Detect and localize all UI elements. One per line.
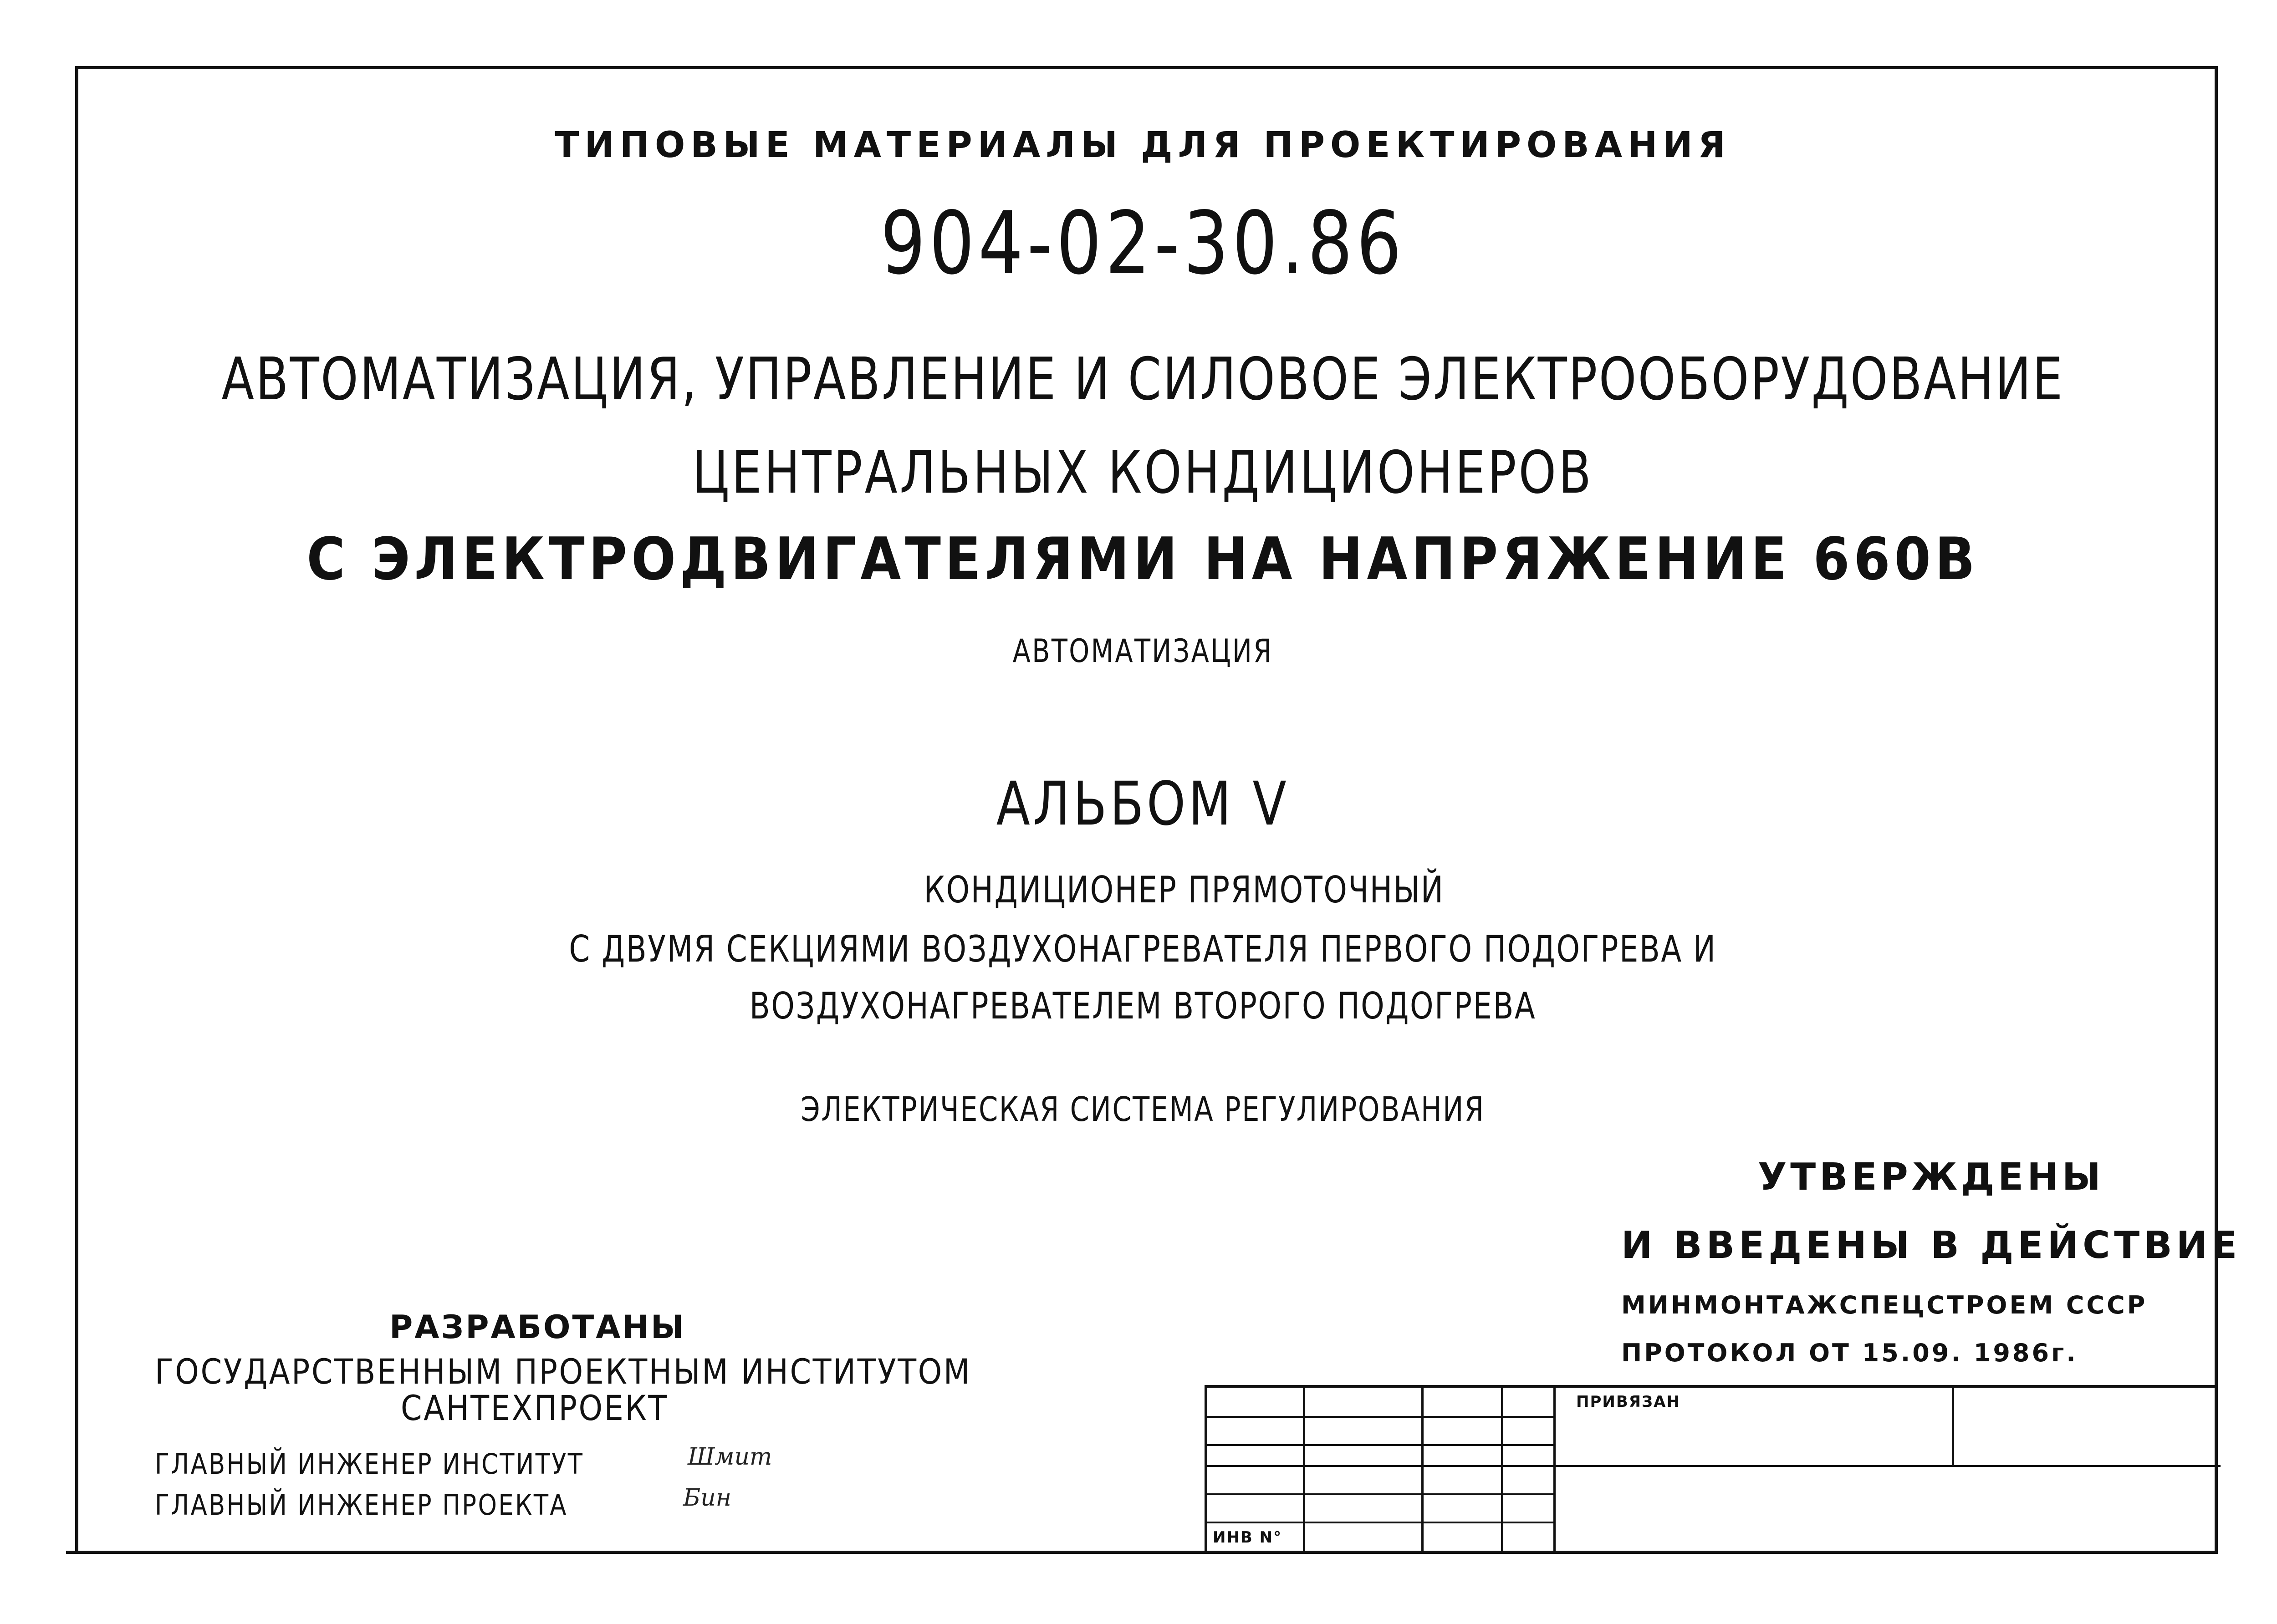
series-line: ТИПОВЫЕ МАТЕРИАЛЫ ДЛЯ ПРОЕКТИРОВАНИЯ xyxy=(555,125,1731,166)
developer-institute: ГОСУДАРСТВЕННЫМ ПРОЕКТНЫМ ИНСТИТУТОМ xyxy=(155,1351,972,1392)
stamp-tied-label: ПРИВЯЗАН xyxy=(1576,1393,1680,1411)
title-line-1: АВТОМАТИЗАЦИЯ, УПРАВЛЕНИЕ И СИЛОВОЕ ЭЛЕКТРООБОРУДОВАНИЕ xyxy=(221,346,2064,413)
stamp-row-line xyxy=(1207,1444,1553,1446)
stamp-col-line xyxy=(1553,1388,1556,1553)
stamp-row-line xyxy=(1207,1493,1553,1495)
approving-organization: МИНМОНТАЖСПЕЦСТРОЕМ СССР xyxy=(1621,1291,2148,1319)
album-desc-3: ВОЗДУХОНАГРЕВАТЕЛЕМ ВТОРОГО ПОДОГРЕВА xyxy=(749,985,1537,1027)
approved-line-1: УТВЕРЖДЕНЫ xyxy=(1758,1156,2104,1199)
stamp-col-line xyxy=(1952,1388,1954,1465)
developer-name: САНТЕХПРОЕКТ xyxy=(401,1388,669,1428)
chief-engineer-institute: ГЛАВНЫЙ ИНЖЕНЕР ИНСТИТУТ xyxy=(155,1447,584,1481)
stamp-inventory-label: ИНВ N° xyxy=(1213,1528,1282,1547)
album-desc-1: КОНДИЦИОНЕР ПРЯМОТОЧНЫЙ xyxy=(924,869,1445,911)
developed-by: РАЗРАБОТАНЫ xyxy=(389,1308,686,1346)
title-line-2: ЦЕНТРАЛЬНЫХ КОНДИЦИОНЕРОВ xyxy=(692,439,1594,507)
stamp-row-line xyxy=(1207,1416,1553,1418)
album-desc-2: С ДВУМЯ СЕКЦИЯМИ ВОЗДУХОНАГРЕВАТЕЛЯ ПЕРВОГО ПОДОГРЕВА И xyxy=(569,928,1717,970)
protocol-date: ПРОТОКОЛ ОТ 15.09. 1986г. xyxy=(1621,1339,2078,1367)
subtitle: АВТОМАТИЗАЦИЯ xyxy=(1012,632,1273,670)
stamp-row-line xyxy=(1207,1465,2221,1467)
approved-line-2: И ВВЕДЕНЫ В ДЕЙСТВИЕ xyxy=(1621,1224,2241,1267)
signature-2: Бин xyxy=(683,1484,731,1512)
stamp-col-line xyxy=(1303,1388,1305,1553)
album-label: АЛЬБОМ V xyxy=(996,769,1290,839)
signature-1: Шмит xyxy=(688,1443,772,1471)
stamp-table xyxy=(1205,1385,2218,1553)
title-line-3: С ЭЛЕКТРОДВИГАТЕЛЯМИ НА НАПРЯЖЕНИЕ 660В xyxy=(306,525,1979,593)
document-code: 904-02-30.86 xyxy=(880,193,1405,294)
system-type: ЭЛЕКТРИЧЕСКАЯ СИСТЕМА РЕГУЛИРОВАНИЯ xyxy=(801,1090,1485,1129)
stamp-col-line xyxy=(1501,1388,1503,1553)
stamp-row-line xyxy=(1207,1522,1553,1523)
chief-engineer-project: ГЛАВНЫЙ ИНЖЕНЕР ПРОЕКТА xyxy=(155,1488,568,1522)
stamp-col-line xyxy=(1421,1388,1424,1553)
